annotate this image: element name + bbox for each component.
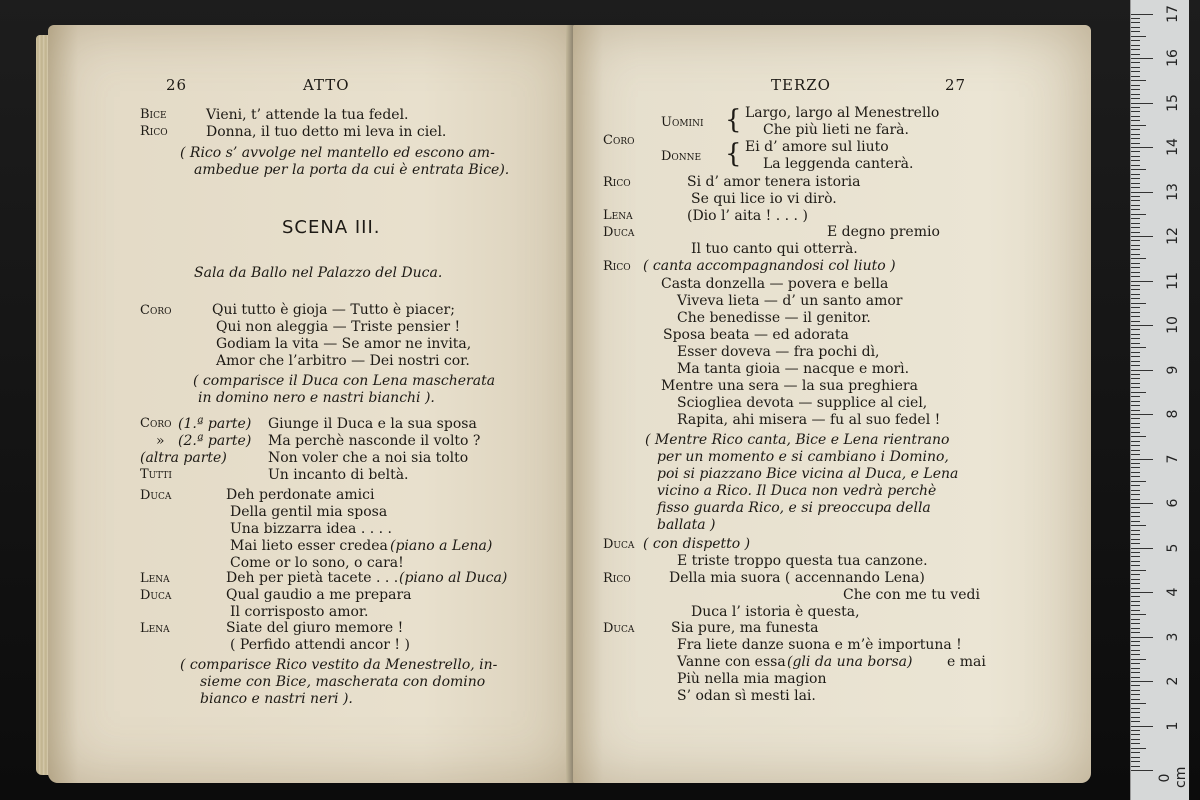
ruler-minor-tick	[1131, 169, 1146, 170]
ruler-minor-tick	[1131, 432, 1140, 433]
ruler-minor-tick	[1131, 481, 1146, 482]
ruler-minor-tick	[1131, 628, 1140, 629]
verse-line: Mai lieto esser credea	[230, 538, 388, 554]
stage-direction: ( comparisce il Duca con Lena mascherata	[193, 373, 496, 389]
stage-direction: ( con dispetto )	[643, 536, 751, 552]
ruler-minor-tick	[1131, 401, 1140, 402]
ruler-minor-tick	[1131, 574, 1140, 575]
ruler-minor-tick	[1131, 343, 1140, 344]
stage-direction: ( comparisce Rico vestito da Menestrello, in-	[180, 657, 498, 673]
running-head: TERZO	[771, 76, 831, 94]
ruler-minor-tick	[1131, 516, 1140, 517]
ruler-minor-tick	[1131, 739, 1140, 740]
ruler-minor-tick	[1131, 677, 1140, 678]
ruler-minor-tick	[1131, 454, 1140, 455]
ruler-minor-tick	[1131, 129, 1140, 130]
ruler-minor-tick	[1131, 267, 1140, 268]
aside-note: (piano a Lena)	[390, 538, 493, 554]
ruler-minor-tick	[1131, 579, 1140, 580]
ruler-major-tick	[1131, 58, 1153, 59]
ruler-minor-tick	[1131, 712, 1140, 713]
ruler-minor-tick	[1131, 45, 1140, 46]
ruler-label: 12	[1165, 227, 1181, 245]
speaker: Duca	[603, 225, 635, 240]
stage-direction: in domino nero e nastri bianchi ).	[198, 390, 435, 406]
measuring-ruler	[1130, 0, 1189, 800]
ruler-minor-tick	[1131, 156, 1140, 157]
ruler-major-tick	[1131, 459, 1153, 460]
verse-line: Più nella mia magion	[677, 671, 827, 687]
ruler-minor-tick	[1131, 748, 1146, 749]
verse-line: Si d’ amor tenera istoria	[687, 174, 861, 190]
ruler-label: 5	[1165, 543, 1181, 552]
ruler-major-tick	[1131, 236, 1153, 237]
ruler-minor-tick	[1131, 632, 1140, 633]
ruler-minor-tick	[1131, 200, 1140, 201]
verse-line: Duca l’ istoria è questa,	[691, 604, 860, 620]
stage-direction: ( Rico s’ avvolge nel mantello ed escono am-	[180, 145, 495, 161]
ruler-minor-tick	[1131, 525, 1146, 526]
ruler-minor-tick	[1131, 227, 1140, 228]
ruler-minor-tick	[1131, 365, 1140, 366]
ruler-minor-tick	[1131, 107, 1140, 108]
ruler-label: 9	[1165, 365, 1181, 374]
ruler-minor-tick	[1131, 583, 1140, 584]
ruler-minor-tick	[1131, 418, 1140, 419]
ruler-label: 15	[1165, 93, 1181, 112]
scene-title: SCENA III.	[282, 217, 381, 238]
ruler-label: 1	[1165, 721, 1181, 730]
ruler-minor-tick	[1131, 67, 1140, 68]
ruler-minor-tick	[1131, 730, 1140, 731]
ruler-minor-tick	[1131, 485, 1140, 486]
ruler-minor-tick	[1131, 556, 1140, 557]
ruler-minor-tick	[1131, 22, 1140, 23]
ruler-major-tick	[1131, 503, 1153, 504]
ruler-minor-tick	[1131, 361, 1140, 362]
ruler-minor-tick	[1131, 134, 1140, 135]
ruler-minor-tick	[1131, 187, 1140, 188]
ruler-minor-tick	[1131, 499, 1140, 500]
ruler-label: 11	[1165, 271, 1181, 290]
ruler-minor-tick	[1131, 329, 1140, 330]
ruler-label: 10	[1165, 316, 1181, 334]
ruler-minor-tick	[1131, 561, 1140, 562]
ruler-minor-tick	[1131, 441, 1140, 442]
verse-line: Della mia suora ( accennando Lena)	[669, 570, 925, 586]
ruler-minor-tick	[1131, 98, 1140, 99]
ruler-minor-tick	[1131, 605, 1140, 606]
ruler-label: 8	[1165, 409, 1181, 419]
ruler-minor-tick	[1131, 249, 1140, 250]
speaker: Tutti	[140, 467, 172, 482]
verse-line: Amor che l’arbitro — Dei nostri cor.	[216, 353, 470, 369]
ruler-minor-tick	[1131, 31, 1140, 32]
ruler-minor-tick	[1131, 721, 1140, 722]
verse-line: Che più lieti ne farà.	[763, 122, 909, 138]
speaker: Rico	[140, 124, 168, 139]
stage-direction: ambedue per la porta da cui è entrata Bice).	[194, 162, 510, 178]
page-number: 26	[166, 76, 188, 94]
ruler-minor-tick	[1131, 54, 1140, 55]
ruler-minor-tick	[1131, 534, 1140, 535]
verse-line: Godiam la vita — Se amor ne invita,	[216, 336, 472, 352]
ruler-label: 14	[1165, 138, 1181, 156]
ruler-minor-tick	[1131, 116, 1140, 117]
ruler-minor-tick	[1131, 160, 1140, 161]
speaker: Donne	[661, 149, 702, 164]
speaker: Uomini	[661, 115, 704, 130]
verse-line: Il tuo canto qui otterrà.	[691, 241, 858, 257]
ruler-minor-tick	[1131, 316, 1140, 317]
ruler-minor-tick	[1131, 254, 1140, 255]
ruler-minor-tick	[1131, 387, 1140, 388]
ruler-minor-tick	[1131, 151, 1140, 152]
ruler-minor-tick	[1131, 476, 1140, 477]
ruler-minor-tick	[1131, 383, 1140, 384]
stage-direction: bianco e nastri neri ).	[200, 691, 353, 707]
ruler-minor-tick	[1131, 614, 1146, 615]
ruler-minor-tick	[1131, 552, 1140, 553]
ruler-label: 0 cm	[1157, 766, 1189, 788]
ruler-minor-tick	[1131, 138, 1140, 139]
ruler-minor-tick	[1131, 307, 1140, 308]
ruler-minor-tick	[1131, 85, 1140, 86]
ruler-major-tick	[1131, 281, 1153, 282]
verse-line: S’ odan sì mesti lai.	[677, 688, 816, 704]
ruler-minor-tick	[1131, 507, 1140, 508]
speaker: Lena	[603, 208, 633, 223]
ruler-minor-tick	[1131, 209, 1140, 210]
ruler-minor-tick	[1131, 450, 1140, 451]
ruler-minor-tick	[1131, 232, 1140, 233]
scene-setting: Sala da Ballo nel Palazzo del Duca.	[194, 265, 443, 281]
ruler-minor-tick	[1131, 690, 1140, 691]
ruler-minor-tick	[1131, 601, 1140, 602]
ruler-minor-tick	[1131, 512, 1140, 513]
speaker: Rico	[603, 259, 631, 274]
part-note: (altra parte)	[140, 450, 227, 466]
ruler-minor-tick	[1131, 757, 1140, 758]
ruler-minor-tick	[1131, 321, 1140, 322]
ruler-minor-tick	[1131, 196, 1140, 197]
ruler-minor-tick	[1131, 289, 1140, 290]
ruler-minor-tick	[1131, 40, 1140, 41]
open-booklet	[18, 10, 1113, 785]
verse-line: Siate del giuro memore !	[226, 620, 404, 636]
left-page	[48, 25, 583, 783]
ruler-minor-tick	[1131, 352, 1140, 353]
ruler-minor-tick	[1131, 303, 1146, 304]
verse-line: Che benedisse — il genitor.	[677, 310, 871, 326]
ruler-major-tick	[1131, 770, 1153, 771]
ruler-minor-tick	[1131, 699, 1140, 700]
ruler-minor-tick	[1131, 263, 1140, 264]
ruler-minor-tick	[1131, 490, 1140, 491]
stage-direction: ( Mentre Rico canta, Bice e Lena rientrano	[645, 432, 950, 448]
ruler-minor-tick	[1131, 761, 1140, 762]
verse-line: Se qui lice io vi dirò.	[691, 191, 837, 207]
ruler-minor-tick	[1131, 18, 1140, 19]
ruler-major-tick	[1131, 325, 1153, 326]
verse-line: Giunge il Duca e la sua sposa	[268, 416, 477, 432]
ruler-major-tick	[1131, 14, 1153, 15]
speaker: Coro	[603, 133, 635, 148]
verse-line: La leggenda canterà.	[763, 156, 914, 172]
ruler-minor-tick	[1131, 521, 1140, 522]
aside-note: (piano al Duca)	[399, 570, 508, 586]
ruler-minor-tick	[1131, 543, 1140, 544]
brace-icon: {	[725, 105, 742, 135]
ruler-minor-tick	[1131, 240, 1140, 241]
ruler-minor-tick	[1131, 294, 1140, 295]
ruler-minor-tick	[1131, 659, 1146, 660]
ruler-minor-tick	[1131, 338, 1140, 339]
ruler-minor-tick	[1131, 703, 1146, 704]
ruler-minor-tick	[1131, 494, 1140, 495]
ruler-minor-tick	[1131, 272, 1140, 273]
verse-line: Mentre una sera — la sua preghiera	[661, 378, 918, 394]
ruler-minor-tick	[1131, 165, 1140, 166]
ruler-minor-tick	[1131, 276, 1140, 277]
ruler-minor-tick	[1131, 645, 1140, 646]
ruler-minor-tick	[1131, 663, 1140, 664]
ruler-minor-tick	[1131, 717, 1140, 718]
verse-line: Qui non aleggia — Triste pensier !	[216, 319, 461, 335]
ruler-major-tick	[1131, 681, 1153, 682]
ruler-minor-tick	[1131, 654, 1140, 655]
ruler-major-tick	[1131, 414, 1153, 415]
speaker: Rico	[603, 175, 631, 190]
ruler-minor-tick	[1131, 530, 1140, 531]
ruler-minor-tick	[1131, 445, 1140, 446]
ruler-minor-tick	[1131, 49, 1140, 50]
ruler-minor-tick	[1131, 410, 1140, 411]
verse-line: Donna, il tuo detto mi leva in ciel.	[206, 124, 447, 140]
ruler-minor-tick	[1131, 423, 1140, 424]
ruler-minor-tick	[1131, 619, 1140, 620]
ruler-minor-tick	[1131, 71, 1140, 72]
verse-line: Ei d’ amore sul liuto	[745, 139, 889, 155]
ruler-minor-tick	[1131, 143, 1140, 144]
speaker: Duca	[140, 588, 172, 603]
ruler-major-tick	[1131, 103, 1153, 104]
verse-line: Ma tanta gioia — nacque e morì.	[677, 361, 910, 377]
ruler-major-tick	[1131, 592, 1153, 593]
ruler-minor-tick	[1131, 405, 1140, 406]
verse-line-tail: e mai	[947, 654, 986, 670]
verse-line: Qui tutto è gioja — Tutto è piacer;	[212, 302, 455, 318]
ruler-minor-tick	[1131, 539, 1140, 540]
verse-line: Largo, largo al Menestrello	[745, 105, 940, 121]
verse-line: Sia pure, ma funesta	[671, 620, 819, 636]
verse-line: Che con me tu vedi	[843, 587, 980, 603]
ruler-minor-tick	[1131, 565, 1140, 566]
ruler-minor-tick	[1131, 596, 1140, 597]
ruler-minor-tick	[1131, 36, 1146, 37]
verse-line: ( Perfido attendi ancor ! )	[230, 637, 410, 653]
speaker: Coro	[140, 303, 172, 318]
ruler-label: 6	[1165, 498, 1181, 508]
ruler-minor-tick	[1131, 356, 1140, 357]
ruler-minor-tick	[1131, 214, 1146, 215]
ruler-minor-tick	[1131, 685, 1140, 686]
verse-line: (Dio l’ aita ! . . . )	[687, 208, 808, 224]
speaker: »	[156, 433, 165, 449]
ruler-minor-tick	[1131, 623, 1140, 624]
ruler-minor-tick	[1131, 245, 1140, 246]
stage-direction: poi si piazzano Bice vicina al Duca, e Lena	[657, 466, 959, 482]
ruler-minor-tick	[1131, 610, 1140, 611]
verse-line: Ma perchè nasconde il volto ?	[268, 433, 481, 449]
verse-line: Vieni, t’ attende la tua fedel.	[206, 107, 409, 123]
ruler-minor-tick	[1131, 80, 1146, 81]
ruler-minor-tick	[1131, 205, 1140, 206]
stage-direction: fisso guarda Rico, e si preoccupa della	[657, 500, 931, 516]
ruler-minor-tick	[1131, 183, 1140, 184]
verse-line: E degno premio	[827, 224, 940, 240]
ruler-major-tick	[1131, 370, 1153, 371]
ruler-label: 16	[1165, 49, 1181, 67]
ruler-label: 3	[1165, 632, 1181, 641]
ruler-minor-tick	[1131, 298, 1140, 299]
ruler-minor-tick	[1131, 218, 1140, 219]
speaker: Lena	[140, 571, 170, 586]
stage-direction: vicino a Rico. Il Duca non vedrà perchè	[657, 483, 937, 499]
verse-line: Deh per pietà tacete . . .	[226, 570, 399, 586]
ruler-minor-tick	[1131, 708, 1140, 709]
speaker: Lena	[140, 621, 170, 636]
ruler-minor-tick	[1131, 312, 1140, 313]
ruler-minor-tick	[1131, 27, 1140, 28]
ruler-minor-tick	[1131, 472, 1140, 473]
speaker: Duca	[140, 488, 172, 503]
ruler-label: 2	[1165, 676, 1181, 686]
verse-line: Un incanto di beltà.	[268, 467, 409, 483]
stage-direction: sieme con Bice, mascherata con domino	[200, 674, 486, 690]
page-number: 27	[945, 76, 967, 94]
ruler-label: 17	[1165, 4, 1181, 23]
ruler-minor-tick	[1131, 76, 1140, 77]
verse-line: Esser doveva — fra pochi dì,	[677, 344, 880, 360]
verse-line: Rapita, ahi misera — fu al suo fedel !	[677, 412, 941, 428]
stage-direction: per un momento e si cambiano i Domino,	[657, 449, 949, 465]
ruler-label: 7	[1165, 454, 1181, 463]
verse-line: Sposa beata — ed adorata	[663, 327, 849, 343]
verse-line: Vanne con essa	[677, 654, 786, 670]
ruler-minor-tick	[1131, 743, 1140, 744]
ruler-minor-tick	[1131, 334, 1140, 335]
ruler-label: 13	[1165, 182, 1181, 201]
speaker: Duca	[603, 537, 635, 552]
ruler-minor-tick	[1131, 588, 1140, 589]
verse-line: Deh perdonate amici	[226, 487, 375, 503]
speaker: Duca	[603, 621, 635, 636]
verse-line: Il corrisposto amor.	[230, 604, 369, 620]
speaker: Coro	[140, 416, 172, 431]
verse-line: Della gentil mia sposa	[230, 504, 388, 520]
ruler-minor-tick	[1131, 258, 1146, 259]
ruler-major-tick	[1131, 637, 1153, 638]
ruler-minor-tick	[1131, 111, 1140, 112]
ruler-major-tick	[1131, 726, 1153, 727]
ruler-minor-tick	[1131, 672, 1140, 673]
stage-direction: ballata )	[657, 517, 716, 533]
ruler-minor-tick	[1131, 347, 1146, 348]
verse-line: Viveva lieta — d’ un santo amor	[677, 293, 903, 309]
stage-direction: ( canta accompagnandosi col liuto )	[643, 258, 896, 274]
verse-line: Qual gaudio a me prepara	[226, 587, 412, 603]
ruler-minor-tick	[1131, 641, 1140, 642]
speaker: Rico	[603, 571, 631, 586]
ruler-minor-tick	[1131, 285, 1140, 286]
aside-note: (gli da una borsa)	[787, 654, 913, 670]
ruler-minor-tick	[1131, 178, 1140, 179]
speaker: Bice	[140, 107, 167, 122]
ruler-minor-tick	[1131, 668, 1140, 669]
ruler-label: 4	[1165, 587, 1181, 597]
ruler-minor-tick	[1131, 392, 1146, 393]
ruler-minor-tick	[1131, 766, 1140, 767]
ruler-minor-tick	[1131, 120, 1140, 121]
ruler-minor-tick	[1131, 694, 1140, 695]
ruler-minor-tick	[1131, 570, 1146, 571]
ruler-minor-tick	[1131, 223, 1140, 224]
ruler-minor-tick	[1131, 62, 1140, 63]
ruler-minor-tick	[1131, 650, 1140, 651]
ruler-major-tick	[1131, 147, 1153, 148]
ruler-minor-tick	[1131, 463, 1140, 464]
part-note: (1.ª parte)	[178, 416, 252, 432]
ruler-major-tick	[1131, 192, 1153, 193]
ruler-minor-tick	[1131, 427, 1140, 428]
ruler-minor-tick	[1131, 125, 1146, 126]
verse-line: E triste troppo questa tua canzone.	[677, 553, 928, 569]
ruler-minor-tick	[1131, 89, 1140, 90]
ruler-minor-tick	[1131, 378, 1140, 379]
verse-line: Casta donzella — povera e bella	[661, 276, 889, 292]
verse-line: Fra liete danze suona e m’è importuna !	[677, 637, 962, 653]
ruler-minor-tick	[1131, 752, 1140, 753]
running-head: ATTO	[303, 76, 350, 94]
ruler-minor-tick	[1131, 94, 1140, 95]
ruler-minor-tick	[1131, 734, 1140, 735]
ruler-minor-tick	[1131, 174, 1140, 175]
ruler-minor-tick	[1131, 436, 1146, 437]
ruler-major-tick	[1131, 548, 1153, 549]
ruler-minor-tick	[1131, 396, 1140, 397]
right-page	[573, 25, 1091, 783]
part-note: (2.ª parte)	[178, 433, 252, 449]
brace-icon: {	[725, 139, 742, 169]
verse-line: Una bizzarra idea . . . .	[230, 521, 393, 537]
ruler-minor-tick	[1131, 467, 1140, 468]
verse-line: Come or lo sono, o cara!	[230, 555, 404, 571]
verse-line: Non voler che a noi sia tolto	[268, 450, 469, 466]
ruler-minor-tick	[1131, 374, 1140, 375]
verse-line: Sciogliea devota — supplice al ciel,	[677, 395, 928, 411]
